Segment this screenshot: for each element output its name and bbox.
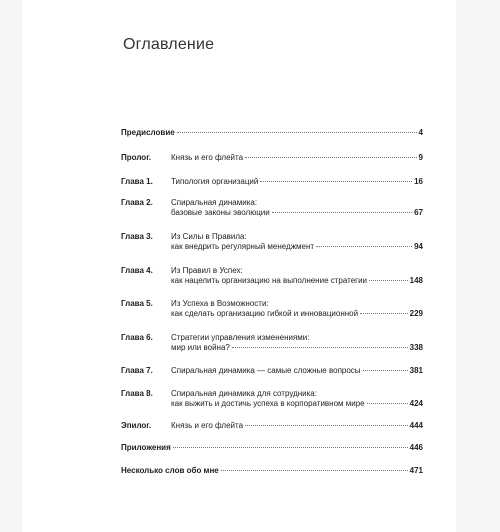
toc-entry-text: [171, 299, 423, 319]
dot-leader: [177, 132, 417, 133]
toc-page-number: 338: [409, 343, 423, 352]
dot-leader: [173, 447, 408, 448]
toc-entry-text: [171, 153, 423, 163]
toc-entry-text: [171, 266, 423, 286]
dot-leader: [316, 246, 412, 247]
page-title: Оглавление: [123, 36, 215, 53]
toc-entry-title: Типология организаций: [171, 177, 259, 186]
toc-entry-title: Несколько слов обо мне: [121, 466, 219, 475]
toc-entry-label: Глава 3.: [121, 232, 153, 241]
toc-entry-label: Глава 5.: [121, 299, 153, 308]
toc-entry-label: Глава 2.: [121, 198, 153, 207]
toc-page-number: 4: [418, 128, 423, 137]
toc-entry-text: [171, 333, 423, 353]
toc-entry-title: Предисловие: [121, 128, 175, 137]
toc-entry-title: Из Правил в Успех:: [171, 266, 243, 275]
toc-entry-title: Князь и его флейта: [171, 421, 244, 430]
toc-entry-title: Приложения: [121, 443, 171, 452]
toc-entry-label: Эпилог.: [121, 421, 152, 430]
toc-entry-title: мир или война?: [171, 343, 230, 352]
toc-entry-title: Спиральная динамика — самые сложные вопросы: [171, 366, 361, 375]
toc-page-number: 67: [414, 208, 423, 217]
dot-leader: [369, 280, 408, 281]
dot-leader: [367, 403, 408, 404]
toc-entry-label: Глава 6.: [121, 333, 153, 342]
toc-entry-text: [171, 366, 423, 376]
toc-entry-title: как выжить и достичь успеха в корпоративном мире: [171, 399, 365, 408]
toc-entry-text: [121, 128, 423, 138]
dot-leader: [272, 212, 412, 213]
toc-entry-title: Стратегии управления изменениями:: [171, 333, 310, 342]
toc-entry-text: [171, 389, 423, 409]
dot-leader: [221, 470, 408, 471]
toc-page-number: 471: [409, 466, 423, 475]
toc-entry-text: [171, 232, 423, 252]
toc-entry-title: Князь и его флейта: [171, 153, 244, 162]
dot-leader: [360, 313, 408, 314]
toc-entry-text: [171, 177, 423, 187]
toc-entry-label: Глава 8.: [121, 389, 153, 398]
toc-entry-text: [171, 198, 423, 218]
dot-leader: [245, 425, 408, 426]
toc-entry-text: [121, 466, 423, 476]
toc-page-number: 229: [409, 309, 423, 318]
toc-page-number: 444: [409, 421, 423, 430]
toc-page-number: 9: [418, 153, 423, 162]
toc-page-number: 16: [414, 177, 423, 186]
toc-entry-label: Пролог.: [121, 153, 151, 162]
dot-leader: [260, 181, 412, 182]
toc-page-number: 446: [409, 443, 423, 452]
dot-leader: [232, 347, 408, 348]
dot-leader: [245, 157, 417, 158]
toc-entry-text: [171, 421, 423, 431]
toc-entry-label: Глава 7.: [121, 366, 153, 375]
toc-entry-title: как нацелить организацию на выполнение стратегии: [171, 276, 368, 285]
toc-entry-title: базовые законы эволюции: [171, 208, 270, 217]
toc-page-number: 424: [409, 399, 423, 408]
book-page: [22, 0, 456, 532]
toc-entry-label: Глава 1.: [121, 177, 153, 186]
toc-page-number: 381: [409, 366, 423, 375]
toc-entry-title: Из Силы в Правила:: [171, 232, 247, 241]
toc-entry-title: как внедрить регулярный менеджмент: [171, 242, 315, 251]
toc-page-number: 148: [409, 276, 423, 285]
toc-entry-text: [121, 443, 423, 453]
toc-entry-title: Спиральная динамика для сотрудника:: [171, 389, 317, 398]
toc-entry-title: Из Успеха в Возможности:: [171, 299, 269, 308]
toc-entry-title: Спиральная динамика:: [171, 198, 258, 207]
toc-entry-label: Глава 4.: [121, 266, 153, 275]
toc-page-number: 94: [414, 242, 423, 251]
toc-entry-title: как сделать организацию гибкой и инновационной: [171, 309, 359, 318]
dot-leader: [363, 370, 408, 371]
